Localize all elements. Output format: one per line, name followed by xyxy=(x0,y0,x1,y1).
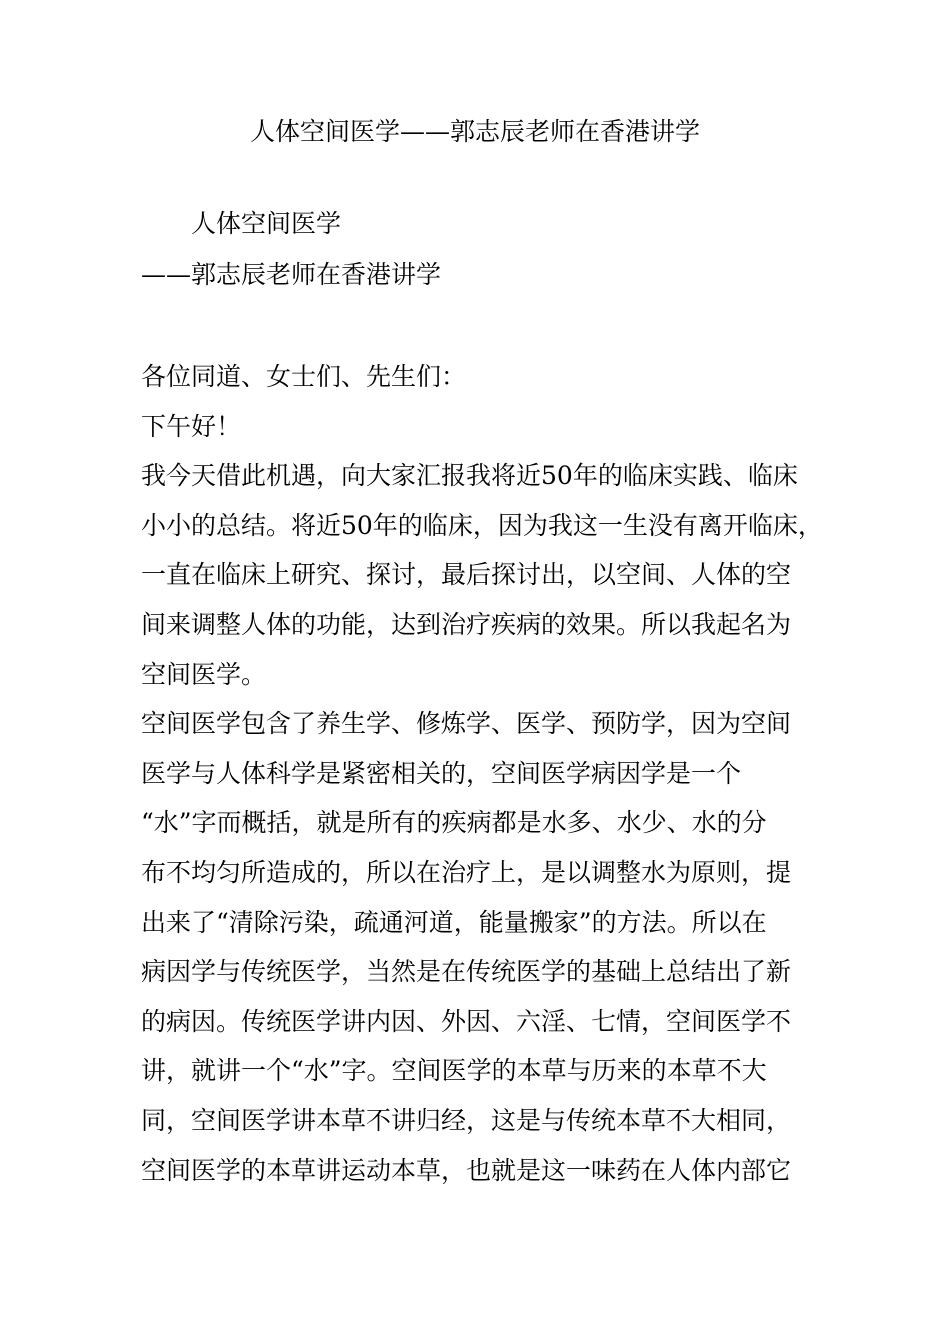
body-line: 空间医学。 xyxy=(141,660,267,689)
body-line: 下午好！ xyxy=(141,412,242,441)
body-line: 空间医学的本草讲运动本草，也就是这一味药在人体内部它 xyxy=(141,1156,792,1185)
body-line: 的病因。传统医学讲内因、外因、六淫、七情，空间医学不 xyxy=(141,1007,792,1036)
body-line: “水”字而概括，就是所有的疾病都是水多、水少、水的分 xyxy=(141,808,767,837)
body-line: 讲，就讲一个“水”字。空间医学的本草与历来的本草不大 xyxy=(141,1056,767,1085)
subtitle-line-1: 人体空间医学 xyxy=(191,209,342,238)
subtitle-line-2: ——郭志辰老师在香港讲学 xyxy=(141,260,442,289)
body-line: 我今天借此机遇，向大家汇报我将近50年的临床实践、临床 xyxy=(141,461,798,490)
body-line: 同，空间医学讲本草不讲归经，这是与传统本草不大相同， xyxy=(141,1106,792,1135)
body-line: 布不均匀所造成的，所以在治疗上，是以调整水为原则，提 xyxy=(141,858,792,887)
body-line: 医学与人体科学是紧密相关的，空间医学病因学是一个 xyxy=(141,759,742,788)
body-line: 出来了“清除污染，疏通河道，能量搬家”的方法。所以在 xyxy=(141,908,767,937)
body-line: 各位同道、女士们、先生们： xyxy=(141,362,467,391)
body-line: 空间医学包含了养生学、修炼学、医学、预防学，因为空间 xyxy=(141,709,792,738)
body-line: 病因学与传统医学，当然是在传统医学的基础上总结出了新 xyxy=(141,957,792,986)
document-title: 人体空间医学——郭志辰老师在香港讲学 xyxy=(249,117,700,146)
body-line: 间来调整人体的功能，达到治疗疾病的效果。所以我起名为 xyxy=(141,610,792,639)
body-line: 一直在临床上研究、探讨，最后探讨出，以空间、人体的空 xyxy=(141,560,792,589)
body-line: 小小的总结。将近50年的临床，因为我这一生没有离开临床， xyxy=(141,511,823,540)
